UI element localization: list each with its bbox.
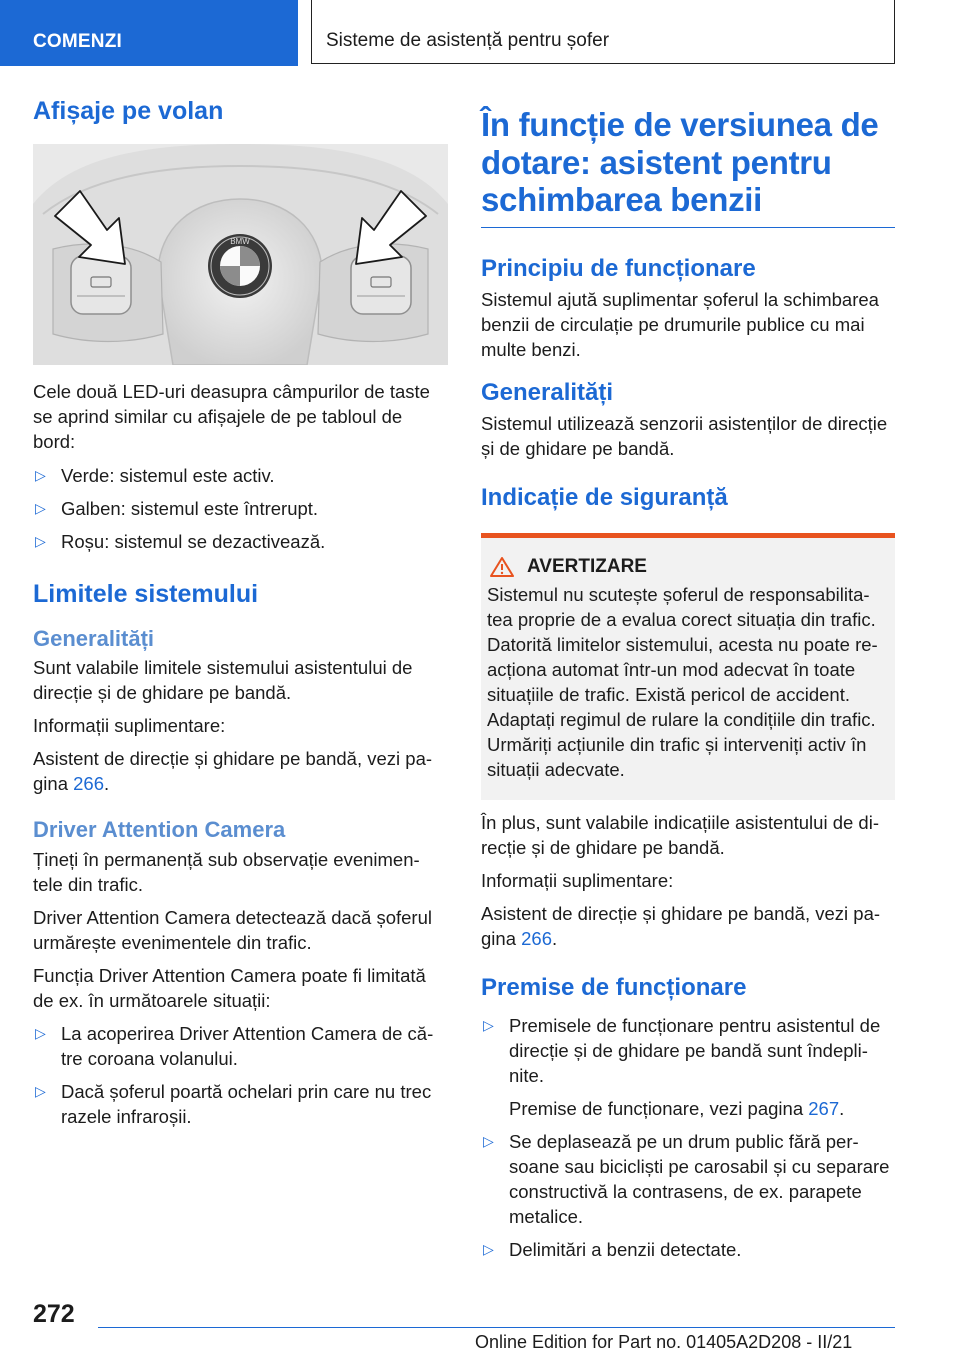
warning-triangle-icon xyxy=(489,556,515,578)
info-reference: Asistent de direcție și ghidare pe bandă, vezi pa-gina 266. xyxy=(33,748,433,795)
led-paragraph: Cele două LED-uri deasupra câmpurilor de taste se aprind similar cu afișajele de pe tabloul de bord: xyxy=(33,381,430,452)
list-item: ▷ Delimitări a benzii detectate. xyxy=(483,1239,742,1261)
section-tab[interactable]: COMENZI xyxy=(0,0,298,66)
info-label: Informații suplimentare: xyxy=(33,715,226,737)
edition-footer: Online Edition for Part no. 01405A2D208 - II/21 xyxy=(475,1332,853,1352)
warning-text: Sistemul nu scutește șoferul de responsabilita-tea proprie de a evalua corect situația din trafic. Datorită limitelor sistemului, acesta nu poate re-acționa automat într-un mod adecvat în toate situațiile de trafic. Există pericol de accident. Adaptați regimul de rulare la condițiile din trafic. Urmăriți acțiunile din trafic și interveniți activ în situații adecvate. xyxy=(487,584,878,781)
dac-paragraph-3: Funcția Driver Attention Camera poate fi limitată de ex. în următoarele situații: xyxy=(33,964,426,1011)
steering-wheel-figure xyxy=(33,144,448,365)
list-item: ▷ Galben: sistemul este întrerupt. xyxy=(35,498,319,519)
warning-box xyxy=(481,533,895,800)
page-link-267[interactable]: 267 xyxy=(808,1098,840,1120)
additional-indications: În plus, sunt valabile indicațiile asistentului de di-recție și de ghidare pe bandă. xyxy=(481,812,879,859)
list-item: ▷ Dacă șoferul poartă ochelari prin care nu trec razele infraroșii. xyxy=(35,1080,432,1127)
triangle-bullet-icon: ▷ xyxy=(483,1241,494,1258)
triangle-bullet-icon: ▷ xyxy=(483,1133,494,1150)
warning-label: AVERTIZARE xyxy=(527,556,647,578)
prerequisites-heading: Premise de funcționare xyxy=(481,974,747,1002)
triangle-bullet-icon: ▷ xyxy=(35,1082,46,1099)
list-item: ▷ Roșu: sistemul se dezactivează. xyxy=(35,531,326,552)
prerequisites-list xyxy=(481,1013,895,1262)
warning-header xyxy=(487,556,887,578)
footer-divider xyxy=(98,1327,895,1328)
dac-paragraph-2: Driver Attention Camera detectează dacă șoferul urmărește evenimentele din trafic. xyxy=(33,906,432,953)
list-item: ▷ Premisele de funcționare pentru asistentul de direcție și de ghidare pe bandă sunt îndepli-nite. Premise de funcționare, vezi pagina 267. xyxy=(481,1013,895,1121)
bmw-logo-text: BMW xyxy=(230,237,250,246)
page-number: 272 xyxy=(33,1300,75,1328)
general-paragraph: Sistemul utilizează senzorii asistenților de direcție și de ghidare pe bandă. xyxy=(481,413,888,460)
triangle-bullet-icon: ▷ xyxy=(35,1024,46,1041)
limits-paragraph: Sunt valabile limitele sistemului asistentului de direcție și de ghidare pe bandă. xyxy=(33,657,413,704)
page-link-266[interactable]: 266 xyxy=(73,773,104,795)
info-reference: Asistent de direcție și ghidare pe bandă, vezi pa-gina 266. xyxy=(481,903,881,950)
principle-heading: Principiu de funcționare xyxy=(481,254,756,282)
steering-display-heading: Afișaje pe volan xyxy=(33,97,224,125)
info-label: Informații suplimentare: xyxy=(481,870,674,892)
general-heading: Generalități xyxy=(481,378,614,406)
dac-limitation-list xyxy=(33,1021,448,1129)
system-limits-heading: Limitele sistemului xyxy=(33,580,259,608)
prereq-reference: Premise de funcționare, vezi pagina 267. xyxy=(509,1098,845,1120)
safety-note-heading: Indicație de siguranță xyxy=(481,484,728,512)
lane-change-assistant-heading: În funcție de versiunea de dotare: asistent pentru schimbarea benzii xyxy=(481,106,879,219)
triangle-bullet-icon: ▷ xyxy=(35,533,46,549)
general-subheading: Generalități xyxy=(33,626,155,651)
list-item: ▷ Se deplasează pe un drum public fără per-soane sau bicicliști pe carosabil și cu separare constructivă la contrasens, de ex. parapete metalice. xyxy=(483,1131,890,1228)
page-link-266[interactable]: 266 xyxy=(521,928,552,950)
led-state-list xyxy=(33,463,448,554)
dac-paragraph-1: Țineți în permanență sub observație evenimen-tele din trafic. xyxy=(33,848,420,895)
list-item: ▷ Verde: sistemul este activ. xyxy=(35,465,275,486)
chapter-title: Sisteme de asistență pentru șofer xyxy=(311,0,895,64)
heading-divider xyxy=(481,227,895,228)
principle-paragraph: Sistemul ajută suplimentar șoferul la schimbarea benzii de circulație pe drumurile publice cu mai multe benzi. xyxy=(481,288,879,360)
triangle-bullet-icon: ▷ xyxy=(35,467,46,483)
right-column xyxy=(481,96,895,1270)
list-item: ▷ La acoperirea Driver Attention Camera de că-tre coroana volanului. xyxy=(35,1022,434,1069)
triangle-bullet-icon: ▷ xyxy=(35,500,46,516)
driver-attention-camera-heading: Driver Attention Camera xyxy=(33,817,286,843)
triangle-bullet-icon: ▷ xyxy=(483,1017,494,1034)
left-column xyxy=(33,96,448,1137)
